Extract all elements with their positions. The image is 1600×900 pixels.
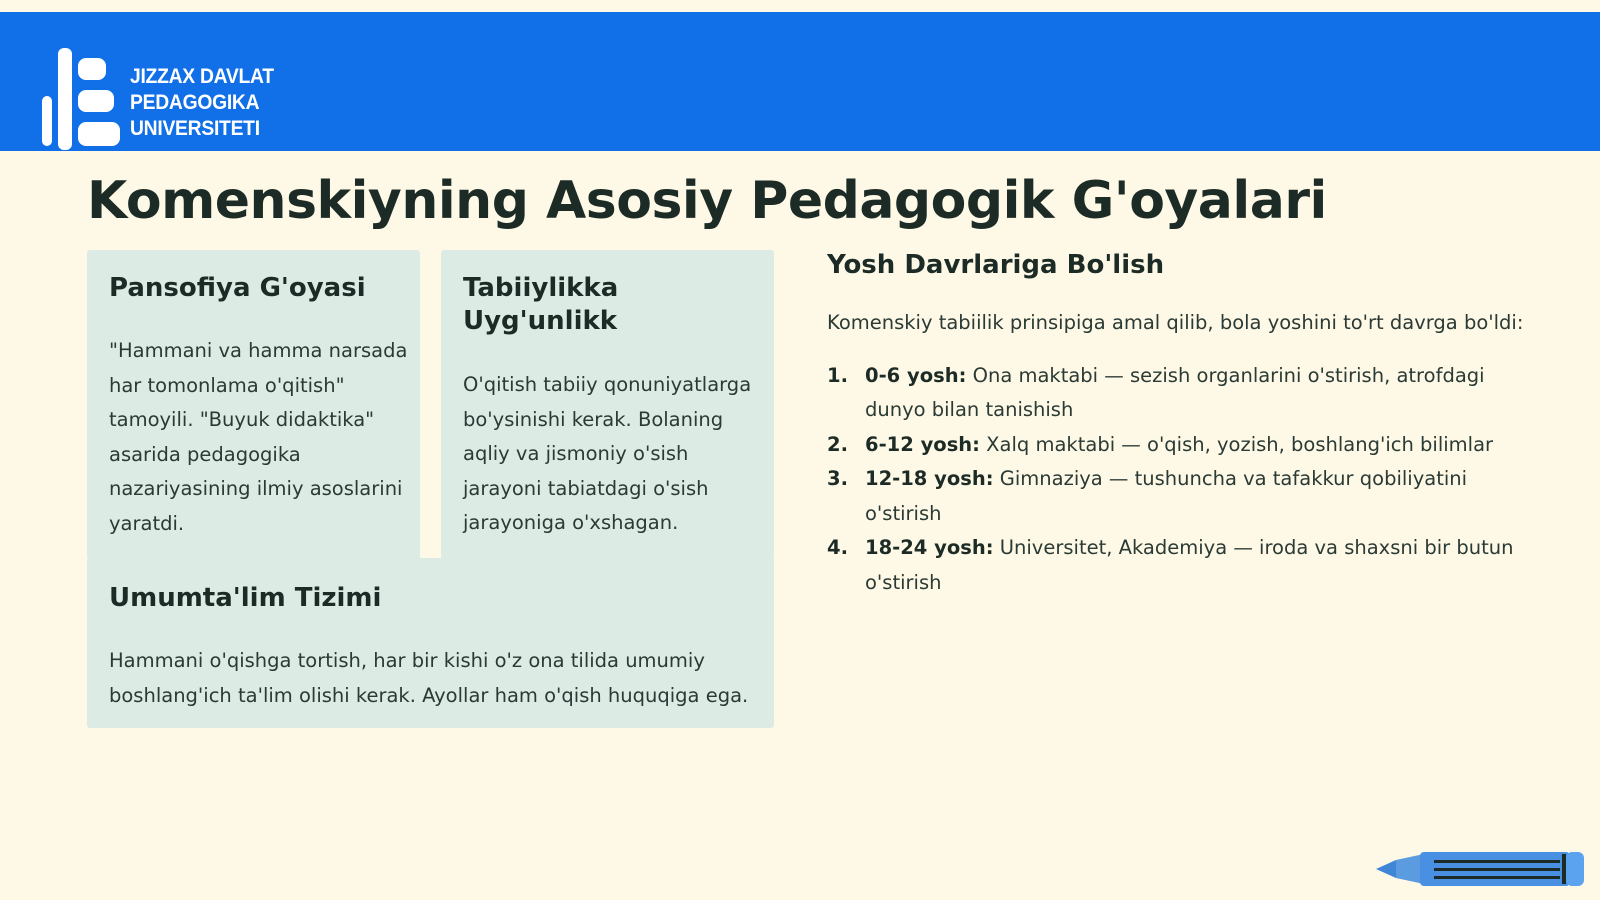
list-item bbox=[827, 462, 1547, 531]
age-description: Ona maktabi — sezish organlarini o'stirish, atrofdagi dunyo bilan tanishish bbox=[865, 363, 1485, 421]
logo-line-2: PEDAGOGIKA bbox=[130, 91, 260, 114]
list-number: 2. bbox=[827, 432, 848, 456]
card-title: Tabiiylikka Uyg'unlikk bbox=[463, 273, 619, 336]
list-item bbox=[827, 531, 1547, 600]
age-range: 6-12 yosh: bbox=[865, 432, 980, 456]
card-body: "Hammani va hamma narsada har tomonlama o'qitish" tamoyili. "Buyuk didaktika" asarida pedagogika nazariyasining ilmiy asoslarini yaratdi. bbox=[109, 339, 408, 535]
age-range: 0-6 yosh: bbox=[865, 363, 967, 387]
age-periods-section bbox=[827, 248, 1547, 600]
section-title: Yosh Davrlariga Bo'lish bbox=[827, 250, 1165, 280]
list-item bbox=[827, 359, 1547, 428]
age-description: Xalq maktabi — o'qish, yozish, boshlang'ich bilimlar bbox=[979, 432, 1494, 456]
university-logo-icon bbox=[42, 48, 124, 150]
age-period-list bbox=[827, 359, 1547, 601]
list-number: 3. bbox=[827, 467, 848, 490]
age-description: Universitet, Akademiya — iroda va shaxsni bir butun o'stirish bbox=[865, 536, 1514, 594]
logo-line-3: UNIVERSITETI bbox=[130, 117, 260, 140]
card-tabiiylik bbox=[441, 250, 774, 560]
card-umumtalim bbox=[87, 558, 774, 728]
card-body: O'qitish tabiiy qonuniyatlarga bo'ysinishi kerak. Bolaning aqliy va jismoniy o'sish jarayoni tabiatdagi o'sish jarayoniga o'xshagan. bbox=[463, 373, 752, 534]
list-number: 4. bbox=[827, 536, 848, 559]
card-body: Hammani o'qishga tortish, har bir kishi o'z ona tilida umumiy boshlang'ich ta'lim olishi kerak. Ayollar ham o'qish huquqiga ega. bbox=[109, 649, 749, 707]
age-range: 18-24 yosh: bbox=[865, 536, 994, 559]
header-bar bbox=[0, 12, 1600, 151]
card-title: Umumta'lim Tizimi bbox=[109, 583, 382, 613]
card-pansofiya bbox=[87, 250, 420, 560]
list-item bbox=[827, 428, 1547, 463]
page-title: Komenskiyning Asosiy Pedagogik G'oyalari bbox=[87, 171, 1327, 231]
age-description: Gimnaziya — tushuncha va tafakkur qobiliyatini o'stirish bbox=[865, 467, 1468, 525]
top-strip bbox=[0, 0, 1600, 12]
card-title: Pansofiya G'oyasi bbox=[109, 273, 366, 303]
section-intro: Komenskiy tabiilik prinsipiga amal qilib, bola yoshini to'rt davrga bo'ldi: bbox=[827, 311, 1524, 334]
pencil-icon bbox=[1376, 848, 1590, 890]
list-number: 1. bbox=[827, 363, 848, 387]
university-name bbox=[130, 64, 274, 142]
age-range: 12-18 yosh: bbox=[865, 467, 994, 490]
logo-line-1: JIZZAX DAVLAT bbox=[130, 65, 274, 88]
